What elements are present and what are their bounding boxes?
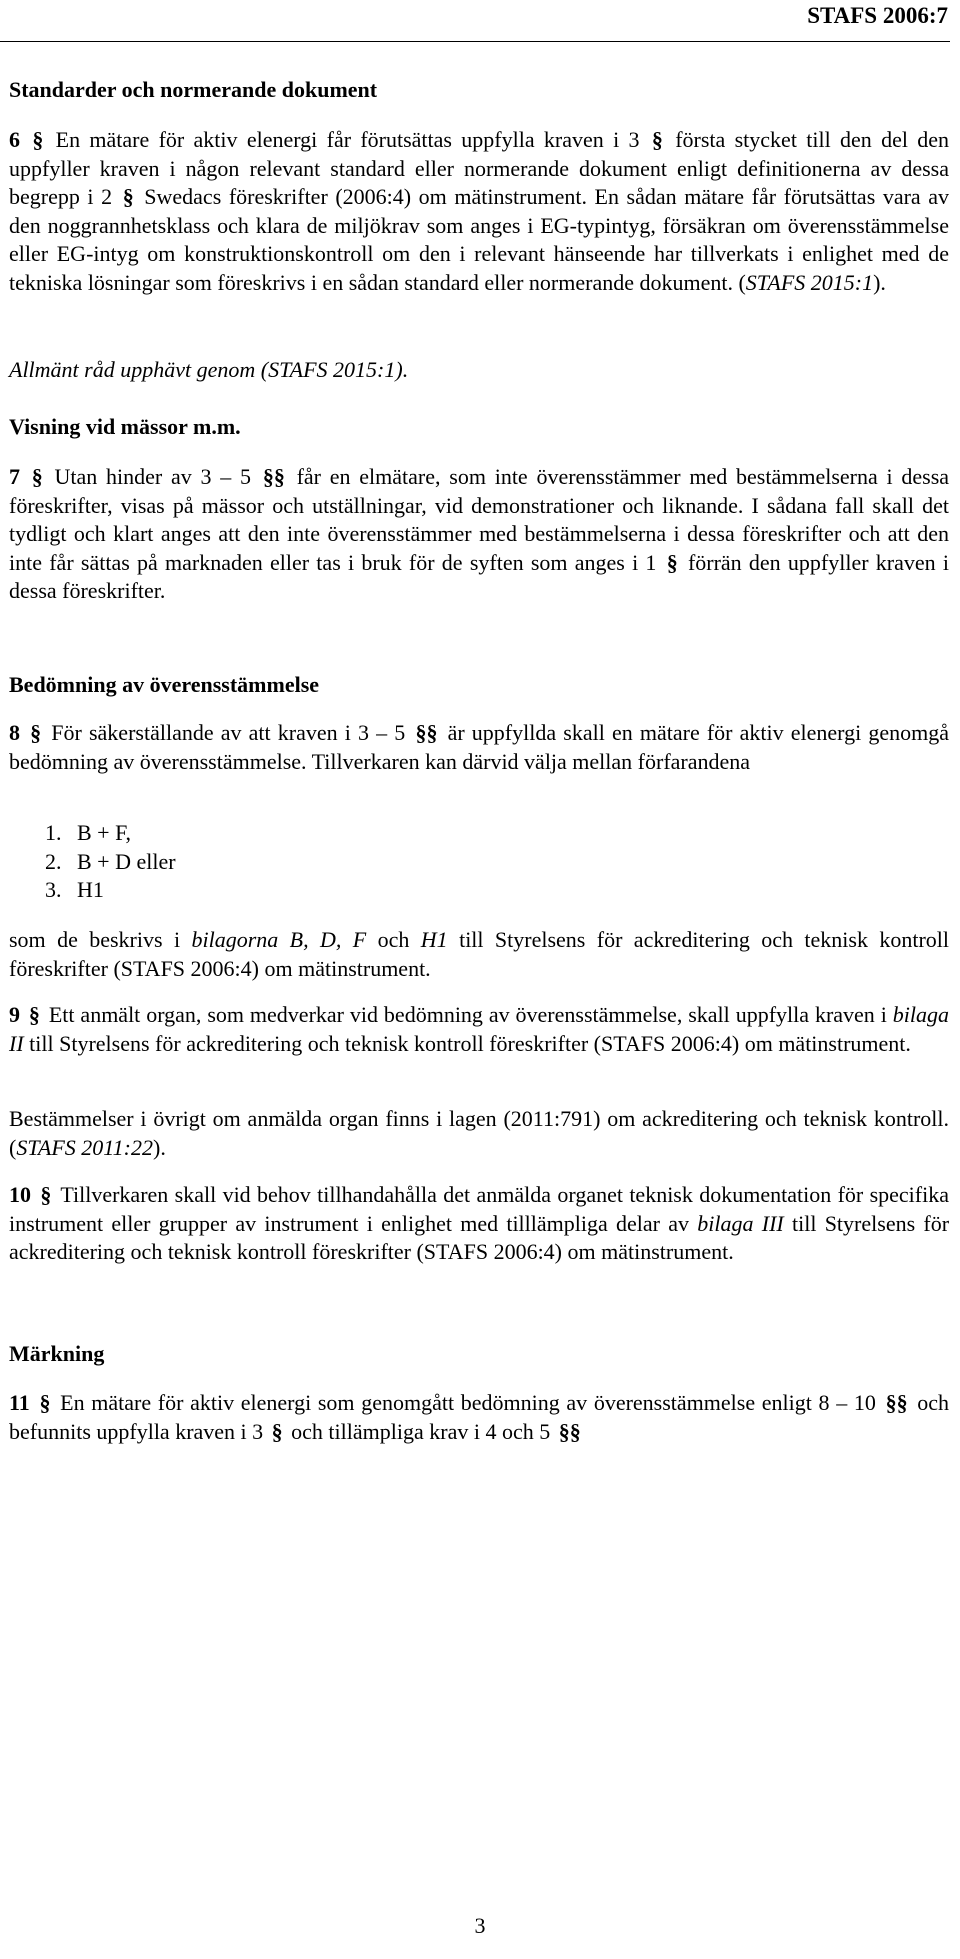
paragraph-text: En mätare för aktiv elenergi som genomgått bedömning av överensstämmelse enligt 8 – 10 xyxy=(60,1390,876,1415)
section-heading-fairs: Visning vid mässor m.m. xyxy=(9,414,241,439)
list-item-text: B + D eller xyxy=(77,848,176,874)
paragraph-text: och xyxy=(377,927,410,952)
annex-reference: bilaga III xyxy=(697,1210,784,1236)
running-header: STAFS 2006:7 xyxy=(807,3,948,28)
list-item xyxy=(45,876,176,905)
section-sign: § xyxy=(39,1390,51,1415)
list-item-text: H1 xyxy=(77,877,104,902)
annex-reference: bilagorna B, D, F xyxy=(191,927,367,952)
paragraph-text: och tillämpliga krav i 4 och 5 xyxy=(291,1418,551,1444)
list-item-text: B + F, xyxy=(77,820,132,845)
paragraph-11 xyxy=(9,1389,949,1446)
page-number: 3 xyxy=(474,1913,486,1938)
section-heading-assessment: Bedömning av överensstämmelse xyxy=(9,672,320,697)
paragraph-number: 11 xyxy=(9,1390,30,1415)
paragraph-text: till Styrelsens för ackreditering och teknisk kontroll föreskrifter (STAFS 2006:4) om mätinstrument. xyxy=(9,927,950,981)
list-item xyxy=(45,819,176,848)
section-heading-marking: Märkning xyxy=(9,1341,105,1366)
paragraph-number: 7 xyxy=(9,464,20,489)
paragraph-text: och befunnits uppfylla kraven i 3 xyxy=(9,1390,949,1444)
section-sign: § xyxy=(651,127,663,152)
section-sign: § xyxy=(40,1182,52,1207)
paragraph-6 xyxy=(9,126,949,297)
list-marker: 2. xyxy=(45,848,62,874)
annex-reference: bilaga II xyxy=(9,1002,949,1056)
paragraph-number: 8 xyxy=(9,720,20,745)
paragraph-text: första stycket till den del den uppfyller kraven i någon relevant standard eller normerande dokument enligt definitionerna av dessa begrepp i 2 xyxy=(9,127,950,209)
paragraph-7 xyxy=(9,463,949,606)
list-marker: 3. xyxy=(45,877,62,902)
section-sign: § xyxy=(666,549,678,575)
paragraph-text: förrän den uppfyller kraven i dessa föreskrifter. xyxy=(9,549,950,603)
paragraph-text: till Styrelsens för ackreditering och teknisk kontroll föreskrifter (STAFS 2006:4) om mätinstrument. xyxy=(9,1210,950,1264)
paragraph-text: För säkerställande av att kraven i 3 – 5 xyxy=(51,720,406,745)
section-sign: § xyxy=(271,1418,283,1444)
section-heading-standards: Standarder och normerande dokument xyxy=(9,77,378,102)
section-sign: § xyxy=(28,1002,40,1027)
paragraph-8-continued xyxy=(9,926,949,983)
procedure-list xyxy=(45,819,176,905)
paragraph-8 xyxy=(9,719,949,776)
paragraph-text: Utan hinder av 3 – 5 xyxy=(54,464,252,489)
section-signs: §§ xyxy=(415,720,438,745)
section-signs: §§ xyxy=(885,1390,908,1415)
section-sign: § xyxy=(30,720,42,745)
paragraph-text-end: ). xyxy=(873,269,886,295)
general-advice-note: Allmänt råd upphävt genom (STAFS 2015:1). xyxy=(9,357,409,382)
paragraph-number: 6 xyxy=(9,127,20,152)
annex-reference: H1 xyxy=(420,927,448,952)
section-sign: § xyxy=(31,464,43,489)
reference: STAFS 2015:1 xyxy=(745,269,874,295)
paragraph-text: Bestämmelser i övrigt om anmälda organ finns i lagen (2011:791) om ackreditering och teknisk kontroll. ( xyxy=(9,1106,949,1160)
section-signs: §§ xyxy=(558,1418,581,1444)
paragraph-number: 9 xyxy=(9,1002,20,1027)
list-item xyxy=(45,848,176,877)
paragraph-text: Swedacs föreskrifter (2006:4) om mätinstrument. En sådan mätare får förutsättas vara av den noggrannhetsklass och klara de miljökrav som anges i EG-typintyg, försäkran om överensstämmelse eller EG-intyg om konstruktionskontroll om den i relevant hänseende har tillverkats i enlighet med de tekniska lösningar som föreskrivs i en sådan standard eller normerande dokument. ( xyxy=(9,184,950,295)
paragraph-text: Ett anmält organ, som medverkar vid bedömning av överensstämmelse, skall uppfylla kraven i xyxy=(48,1002,887,1027)
list-marker: 1. xyxy=(45,820,62,845)
section-sign: § xyxy=(122,184,134,209)
paragraph-text: får en elmätare, som inte överensstämmer med bestämmelserna i dessa föreskrifter, visas på mässor och utställningar, vid demonstrationer och liknande. I sådana fall skall det tydligt och klart anges att den inte överensstämmer med bestämmelserna i dessa föreskrifter och att den inte får sättas på marknaden eller tas i bruk för de syften som anges i 1 xyxy=(9,464,950,575)
paragraph-10 xyxy=(9,1181,949,1267)
paragraph-text: till Styrelsens för ackreditering och teknisk kontroll föreskrifter (STAFS 2006:4) om mätinstrument. xyxy=(29,1030,911,1056)
paragraph-text: som de beskrivs i xyxy=(9,927,181,952)
reference: STAFS 2011:22 xyxy=(16,1134,154,1160)
paragraph-text: Tillverkaren skall vid behov tillhandahålla det anmälda organet teknisk dokumentation för specifika instrument eller grupper av instrument i enlighet med tilllämpliga delar av xyxy=(9,1182,949,1236)
paragraph-text: En mätare för aktiv elenergi får förutsättas uppfylla kraven i 3 xyxy=(55,127,640,152)
section-signs: §§ xyxy=(262,464,285,489)
header-rule xyxy=(0,41,950,42)
paragraph-text: är uppfyllda skall en mätare för aktiv elenergi genomgå bedömning av överensstämmelse. Tillverkaren kan därvid välja mellan förfarandena xyxy=(9,720,949,774)
paragraph-number: 10 xyxy=(9,1182,31,1207)
paragraph-9 xyxy=(9,1001,949,1058)
section-sign: § xyxy=(32,127,44,152)
paragraph-9-continued xyxy=(9,1105,949,1162)
paragraph-text-end: ). xyxy=(153,1134,166,1160)
